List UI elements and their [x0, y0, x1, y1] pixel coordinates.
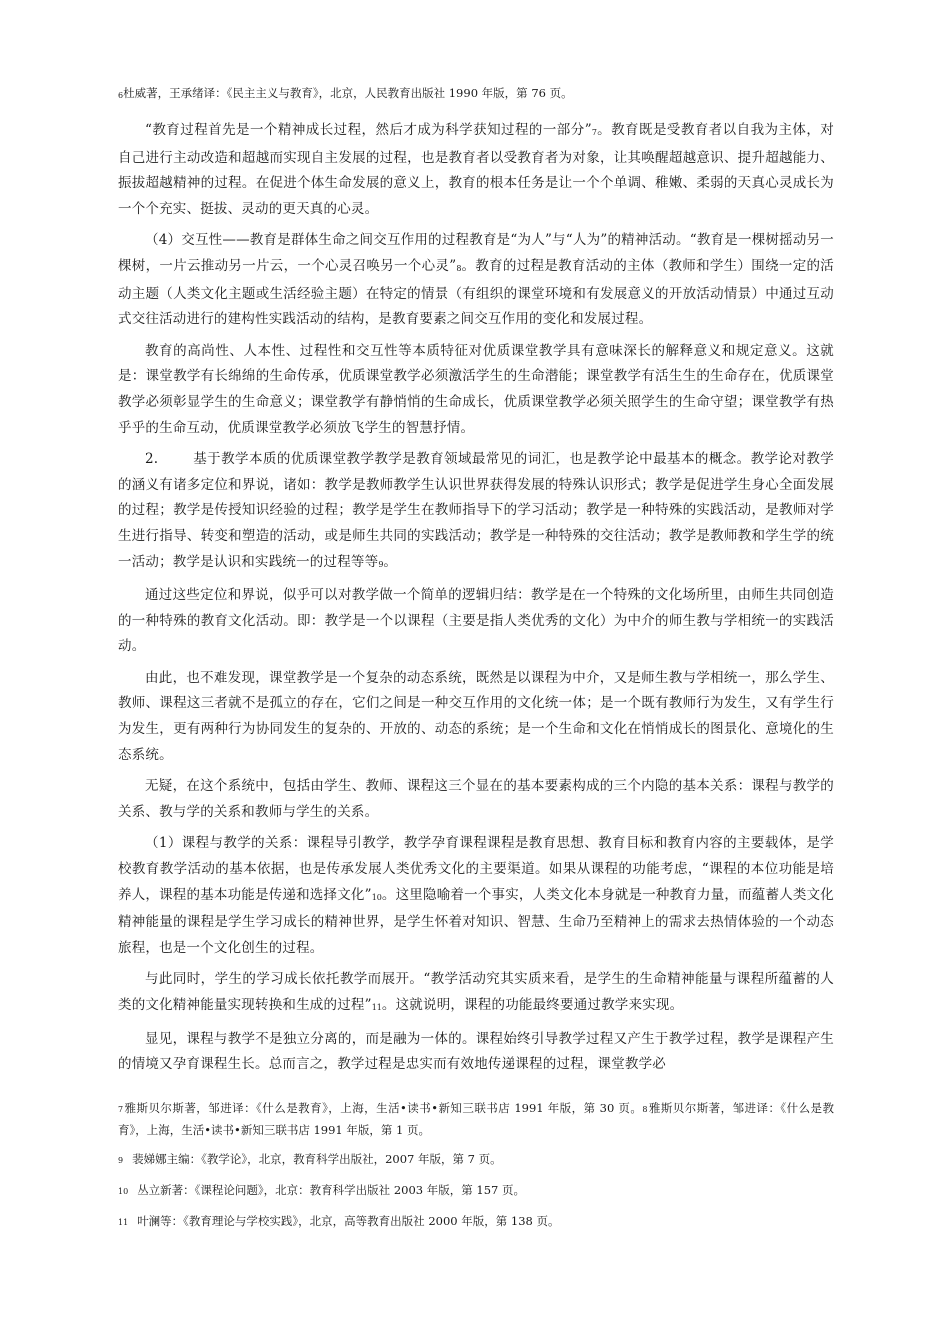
footnote-ref: 11 — [371, 1003, 382, 1012]
footnote-ref: 7 — [591, 128, 597, 137]
paragraph-9: 与此同时，学生的学习成长依托教学而展开。“教学活动究其实质来看，是学生的生命精神能量与课程所蕴蓄的人类的文化精神能量实现转换和生成的过程”11。这就说明，课程的功能最终要通过教学来实现。 — [118, 971, 834, 1013]
paragraph-8: （1）课程与教学的关系：课程导引教学，教学孕育课程课程是教育思想、教育目标和教育内容的主要载体，是学校教育教学活动的基本依据，也是传承发展人类优秀文化的主要渠道。如果从课程的功能考虑，“课程的本位功能是培养人，课程的基本功能是传递和选择文化”10。这里隐喻着一个事实，人类文化本身就是一种教育力量，而蕴蓄人类文化精神能量的课程是学生学习成长的精神世界，是学生怀着对知识、智慧、生命乃至精神上的需求去热情体验的一个动态旅程，也是一个文化创生的过程。 — [118, 835, 834, 956]
paragraph-5: 通过这些定位和界说，似乎可以对教学做一个简单的逻辑归结：教学是在一个特殊的文化场所里，由师生共同创造的一种特殊的教育文化活动。即：教学是一个以课程（主要是指人类优秀的文化）为中介的师生教与学相统一的实践活动。 — [118, 587, 834, 655]
footnote-10: 10 丛立新著：《课程论问题》，北京：教育科学出版社 2003 年版，第 157 页。 — [118, 1183, 526, 1197]
footnote-7-8: 7雅斯贝尔斯著，邹进译：《什么是教育》，上海，生活•读书•新知三联书店 1991 年版，第 30 页。8雅斯贝尔斯著，邹进译：《什么是教育》，上海，生活•读书•新知三联书店 1991 年版，第 1 页。 — [118, 1101, 834, 1137]
paragraph-3: 教育的高尚性、人本性、过程性和交互性等本质特征对优质课堂教学具有意味深长的解释意义和规定意义。这就是：课堂教学有长绵绵的生命传承，优质课堂教学必须激活学生的生命潜能；课堂教学有活生生的生命存在，优质课堂教学必须彰显学生的生命意义；课堂教学有静悄悄的生命成长，优质课堂教学必须关照学生的生命守望；课堂教学有热乎乎的生命互动，优质课堂教学必须放飞学生的智慧抒情。 — [118, 342, 834, 436]
footnote-ref: 9 — [378, 559, 384, 569]
footnote-11: 11 叶澜等：《教育理论与学校实践》，北京，高等教育出版社 2000 年版，第 138 页。 — [118, 1214, 560, 1228]
section-number: 2. — [145, 451, 159, 468]
paragraph-1: “教育过程首先是一个精神成长过程，然后才成为科学获知过程的一部分”7。教育既是受教育者以自我为主体，对自己进行主动改造和超越而实现自主发展的过程，也是教育者以受教育者为对象，让其唤醒超越意识、提升超越能力、振拔超越精神的过程。在促进个体生命发展的意义上，教育的根本任务是让一个个单调、稚嫩、柔弱的天真心灵成长为一个个充实、挺拔、灵动的更天真的心灵。 — [118, 122, 835, 217]
paragraph-10: 显见，课程与教学不是独立分离的，而是融为一体的。课程始终引导教学过程又产生于教学过程，教学是课程产生的情境又孕育课程生长。总而言之，教学过程是忠实而有效地传递课程的过程，课堂教学必 — [118, 1030, 834, 1073]
footnotes — [118, 1098, 834, 1242]
footnote-9: 9 裴娣娜主编：《教学论》，北京，教育科学出版社，2007 年版，第 7 页。 — [118, 1152, 502, 1166]
paragraph-4: 2. 基于教学本质的优质课堂教学教学是教育领域最常见的词汇，也是教学论中最基本的概念。教学论对教学的涵义有诸多定位和界说，诸如：教学是教师教学生认识世界获得发展的特殊认识形式；教学是促进学生身心全面发展的过程；教学是传授知识经验的过程；教学是学生在教师指导下的学习活动；教学是一种特殊的实践活动，是教师对学生进行指导、转变和塑造的活动，或是师生共同的实践活动；教学是一种特殊的交往活动；教学是教师教和学生学的统一活动；教学是认识和实践统一的过程等等9。 — [118, 447, 834, 577]
paragraph-7: 无疑，在这个系统中，包括由学生、教师、课程这三个显在的基本要素构成的三个内隐的基本关系：课程与教学的关系、教与学的关系和教师与学生的关系。 — [118, 778, 834, 820]
paragraph-2: （4）交互性——教育是群体生命之间交互作用的过程教育是“为人”与“人为”的精神活动。“教育是一棵树摇动另一棵树，一片云推动另一片云，一个心灵召唤另一个心灵”8。教育的过程是教育活动的主体（教师和学生）围绕一定的活动主题（人类文化主题或生活经验主题）在特定的情景（有组织的课堂环境和有发展意义的开放活动情景）中通过互动式交往活动进行的建构性实践活动的结构，是教育要素之间交互作用的变化和发展过程。 — [118, 232, 835, 328]
paragraph-6: 由此，也不难发现，课堂教学是一个复杂的动态系统，既然是以课程为中介，又是师生教与学相统一，那么学生、教师、课程这三者就不是孤立的存在，它们之间是一种交互作用的文化统一体；是一个既有教师行为发生，又有学生行为发生，更有两种行为协同发生的复杂的、开放的、动态的系统；是一个生命和文化在悄悄成长的图景化、意境化的生态系统。 — [118, 669, 834, 763]
footnote-ref: 10 — [371, 892, 382, 902]
footnote-ref: 8 — [456, 263, 462, 273]
body-text — [118, 118, 834, 1084]
footnote-text: 杜威著，王承绪译：《民主主义与教育》，北京，人民教育出版社 1990 年版，第 76 页。 — [123, 86, 573, 100]
footnote-6 — [118, 84, 838, 105]
footnote-mark: 6 — [118, 91, 124, 100]
